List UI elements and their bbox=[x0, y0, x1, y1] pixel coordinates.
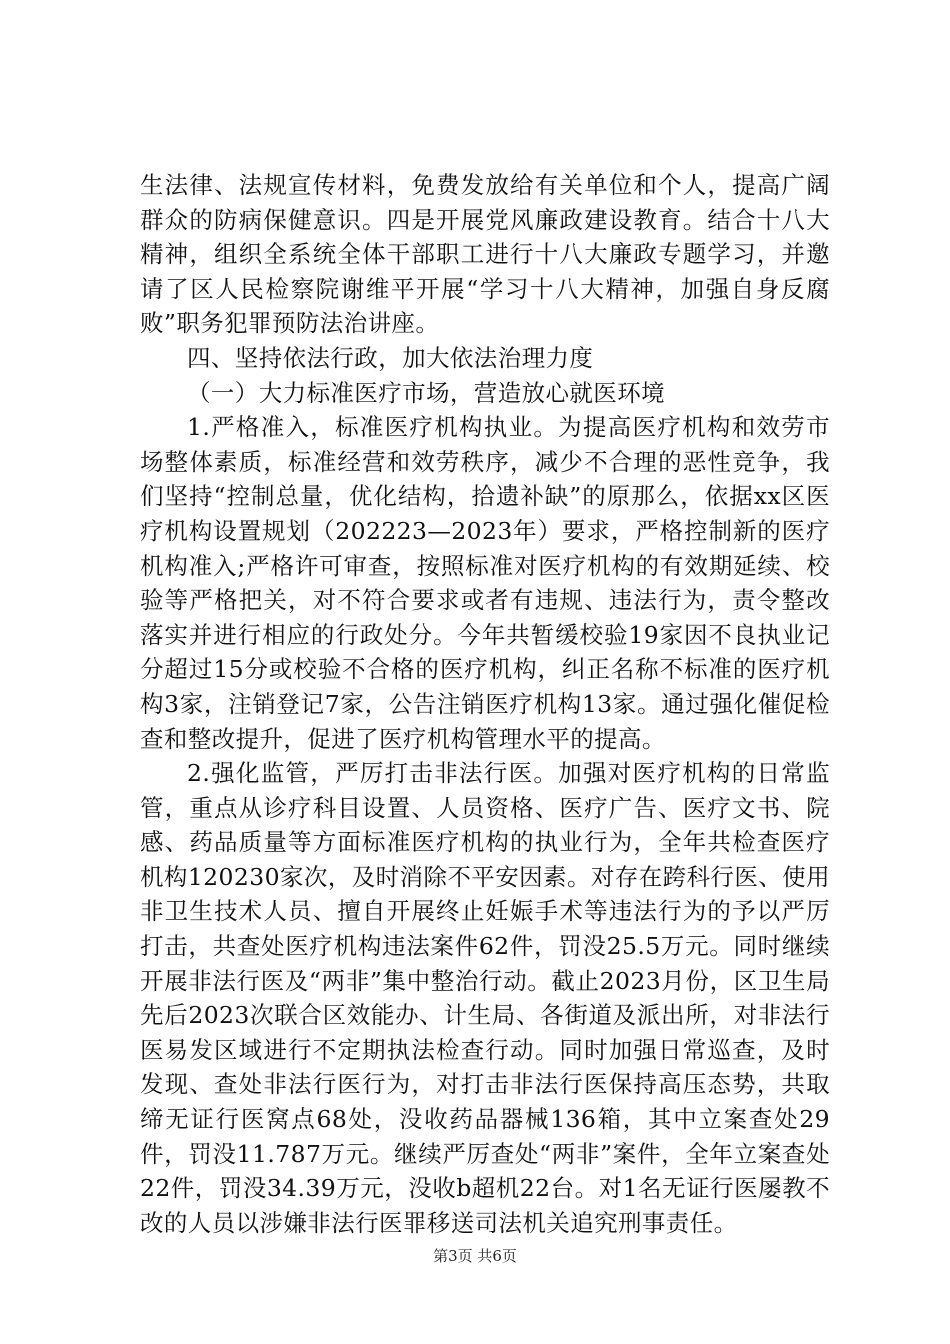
paragraph-strict-access: 1.严格准入，标准医疗机构执业。为提高医疗机构和效劳市场整体素质，标准经营和效劳秩序，减少不合理的恶性竞争，我们坚持“控制总量，优化结构，拾遗补缺”的原那么，依据xx区医疗机构设置规划（202223—2023年）要求，严格控制新的医疗机构准入;严格许可审查，按照标准对医疗机构的有效期延续、校验等严格把关，对不符合要求或者有违规、违法行为，责令整改落实并进行相应的行政处分。今年共暂缓校验19家因不良执业记分超过15分或校验不合格的医疗机构，纠正名称不标准的医疗机构3家，注销登记7家，公告注销医疗机构13家。通过强化催促检查和整改提升，促进了医疗机构管理水平的提高。 bbox=[140, 413, 830, 753]
paragraph-continuation: 生法律、法规宣传材料，免费发放给有关单位和个人，提高广阔群众的防病保健意识。四是开展党风廉政建设教育。结合十八大精神，组织全系统全体干部职工进行十八大廉政专题学习，并邀请了区人民检察院谢维平开展“学习十八大精神，加强自身反腐败”职务犯罪预防法治讲座。 bbox=[140, 171, 830, 338]
section-heading: 四、坚持依法行政，加大依法治理力度 bbox=[187, 343, 594, 372]
paragraph-strengthen-supervision: 2.强化监管，严厉打击非法行医。加强对医疗机构的日常监管，重点从诊疗科目设置、人员资格、医疗广告、医疗文书、院感、药品质量等方面标准医疗机构的执业行为，全年共检查医疗机构120230家次，及时消除不平安因素。对存在跨科行医、使用非卫生技术人员、擅自开展终止妊娠手术等违法行为的予以严厉打击，共查处医疗机构违法案件62件，罚没25.5万元。同时继续开展非法行医及“两非”集中整治行动。截止2023月份，区卫生局先后2023次联合区效能办、计生局、各街道及派出所，对非法行医易发区域进行不定期执法检查行动。同时加强日常巡查，及时发现、查处非法行医行为，对打击非法行医保持高压态势，共取缔无证行医窝点68处，没收药品器械136箱，其中立案查处29件，罚没11.787万元。继续严厉查处“两非”案件，全年立案查处22件，罚没34.39万元，没收b超机22台。对1名无证行医屡教不改的人员以涉嫌非法行医罪移送司法机关追究刑事责任。 bbox=[140, 759, 830, 1237]
document-body bbox=[140, 168, 830, 1240]
subsection-heading: （一）大力标准医疗市场，营造放心就医环境 bbox=[187, 378, 665, 407]
page-number-footer: 第3页 共6页 bbox=[433, 1247, 517, 1265]
